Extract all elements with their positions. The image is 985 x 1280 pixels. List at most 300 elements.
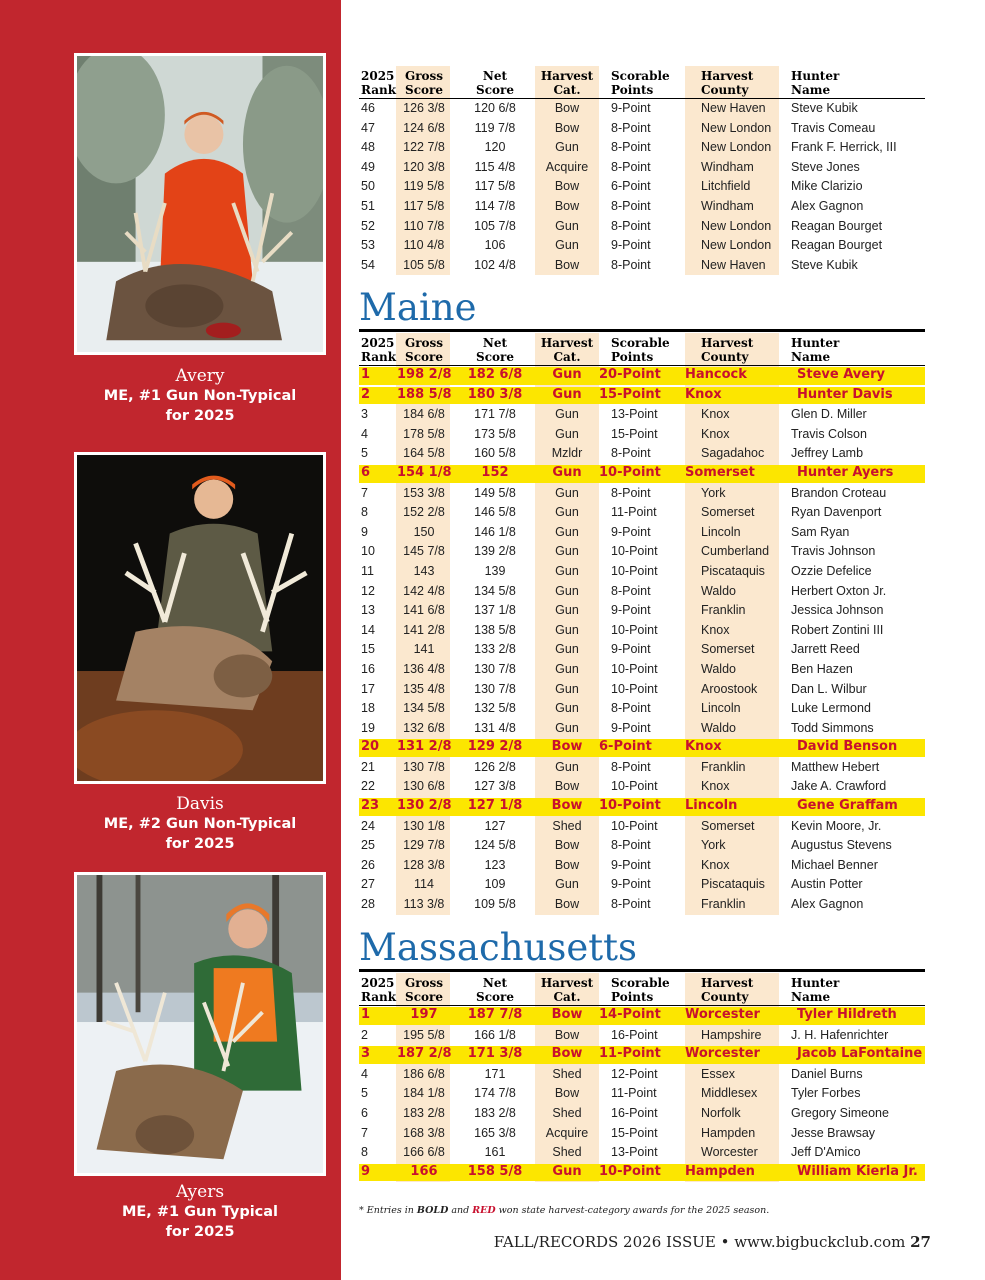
cell-points: 8-Point (611, 583, 651, 598)
table-row (359, 1104, 925, 1124)
cell-rank: 21 (361, 759, 375, 774)
cell-harvest: Gun (555, 140, 579, 155)
cell-points: 16-Point (611, 1105, 658, 1120)
caption-title-line2: for 2025 (165, 1224, 235, 1240)
cell-points: 10-Point (611, 661, 658, 676)
cell-hunter: Herbert Oxton Jr. (791, 583, 887, 598)
cell-county: New London (701, 120, 772, 135)
cell-gross: 166 (410, 1163, 438, 1179)
cell-gross: 130 7/8 (403, 759, 445, 774)
cell-rank: 9 (361, 524, 368, 539)
cell-gross: 197 (410, 1007, 438, 1022)
header-hunter: Hunter Name (791, 976, 840, 1004)
cell-net: 161 (484, 1145, 506, 1160)
cell-hunter: Jesse Brawsay (791, 1125, 876, 1140)
cell-gross: 126 3/8 (403, 101, 445, 115)
cell-harvest: Shed (552, 1145, 582, 1160)
caption-title: ME, #1 Gun Non-Typical (103, 388, 297, 404)
table-row (359, 660, 925, 680)
cell-gross: 195 5/8 (403, 1027, 445, 1042)
cell-net: 105 7/8 (474, 218, 516, 233)
table-row (359, 856, 925, 876)
table-row (359, 699, 925, 719)
cell-rank: 54 (361, 257, 375, 272)
cell-hunter: Steve Avery (797, 367, 885, 382)
cell-county: Hancock (685, 367, 747, 382)
cell-harvest: Bow (554, 120, 580, 135)
cell-gross: 122 7/8 (403, 140, 445, 155)
cell-harvest: Gun (555, 238, 579, 253)
cell-points: 15-Point (611, 426, 658, 441)
cell-harvest: Gun (552, 464, 582, 480)
table-row (359, 138, 925, 158)
caption-title: ME, #1 Gun Typical (121, 1204, 279, 1220)
table-row (359, 503, 925, 523)
cell-rank: 20 (361, 739, 380, 755)
header-county: Harvest County (701, 976, 754, 1004)
cell-gross: 186 6/8 (403, 1066, 445, 1081)
cell-hunter: Brandon Croteau (791, 485, 887, 500)
cell-points: 8-Point (611, 446, 651, 461)
cell-harvest: Gun (555, 642, 579, 657)
cell-net: 146 5/8 (474, 505, 516, 520)
cell-net: 117 5/8 (474, 179, 516, 194)
cell-net: 174 7/8 (474, 1086, 516, 1101)
cell-hunter: Sam Ryan (791, 524, 850, 539)
cell-points: 14-Point (599, 1007, 661, 1022)
footnote-bold: BOLD (416, 1205, 449, 1216)
cell-rank: 5 (361, 1086, 368, 1101)
cell-hunter: Glen D. Miller (791, 407, 867, 422)
cell-gross: 141 (413, 642, 435, 657)
cell-points: 9-Point (611, 524, 651, 539)
cell-gross: 184 1/8 (403, 1086, 445, 1101)
cell-rank: 7 (361, 485, 368, 500)
cell-points: 10-Point (611, 681, 658, 696)
header-points: Scorable Points (611, 336, 670, 364)
cell-county: Knox (701, 857, 730, 872)
cell-points: 8-Point (611, 218, 651, 233)
cell-rank: 48 (361, 140, 375, 155)
cell-hunter: Daniel Burns (791, 1066, 863, 1081)
cell-net: 138 5/8 (474, 622, 516, 637)
cell-rank: 27 (361, 877, 375, 892)
footnote-mid: and (448, 1205, 473, 1216)
cell-gross: 141 2/8 (403, 622, 445, 637)
cell-hunter: Austin Potter (791, 877, 863, 892)
cell-gross: 134 5/8 (403, 701, 445, 716)
state-title-maine: Maine (359, 286, 477, 329)
cell-points: 8-Point (611, 485, 651, 500)
cell-hunter: Jeffrey Lamb (791, 446, 864, 461)
header-county: Harvest County (701, 336, 754, 364)
cell-gross: 168 3/8 (403, 1125, 445, 1140)
caption-davis (74, 794, 326, 854)
cell-gross: 120 3/8 (403, 159, 445, 174)
cell-points: 9-Point (611, 877, 651, 892)
cell-gross: 110 7/8 (403, 218, 445, 233)
cell-county: Somerset (685, 464, 755, 480)
cell-points: 8-Point (611, 159, 651, 174)
cell-points: 9-Point (611, 603, 651, 618)
state-title-massachusetts: Massachusetts (359, 926, 637, 969)
table-row-award (359, 366, 925, 386)
cell-points: 10-Point (599, 464, 661, 480)
table-row (359, 562, 925, 582)
cell-rank: 18 (361, 701, 375, 716)
cell-points: 8-Point (611, 198, 651, 213)
table-header (359, 973, 925, 1006)
cell-harvest: Gun (555, 622, 579, 637)
cell-net: 131 4/8 (474, 720, 516, 735)
cell-net: 165 3/8 (474, 1125, 516, 1140)
cell-harvest: Bow (551, 739, 583, 755)
table-row (359, 836, 925, 856)
cell-county: Lincoln (701, 701, 741, 716)
table-row-award (359, 738, 925, 758)
photo-avery (74, 53, 326, 355)
cell-gross: 105 5/8 (403, 257, 445, 272)
cell-harvest: Gun (552, 1163, 582, 1179)
cell-hunter: Frank F. Herrick, III (791, 140, 897, 155)
cell-harvest: Gun (555, 759, 579, 774)
cell-net: 158 5/8 (467, 1163, 523, 1179)
cell-rank: 11 (361, 563, 374, 578)
cell-county: New London (701, 140, 772, 155)
table-row (359, 875, 925, 895)
cell-county: Knox (701, 426, 730, 441)
cell-rank: 17 (361, 681, 375, 696)
cell-rank: 50 (361, 179, 375, 194)
table-row-award (359, 1163, 925, 1183)
header-net: Net Score (476, 336, 514, 364)
caption-avery (74, 366, 326, 426)
cell-harvest: Gun (555, 426, 579, 441)
caption-title-line2: for 2025 (165, 836, 235, 852)
cell-rank: 1 (361, 1007, 371, 1022)
cell-rank: 9 (361, 1163, 371, 1179)
cell-points: 10-Point (599, 798, 661, 814)
cell-hunter: Matthew Hebert (791, 759, 880, 774)
cell-rank: 6 (361, 1105, 368, 1120)
cell-rank: 49 (361, 159, 375, 174)
footnote (359, 1205, 769, 1216)
header-rank: 2025 Rank (361, 336, 397, 364)
cell-county: York (701, 485, 726, 500)
header-harvest: Harvest Cat. (540, 976, 594, 1004)
cell-county: Somerset (701, 818, 755, 833)
cell-gross: 150 (413, 524, 435, 539)
cell-points: 8-Point (611, 701, 651, 716)
table-row (359, 621, 925, 641)
cell-net: 106 (484, 238, 506, 253)
table-row (359, 1065, 925, 1085)
cell-net: 146 1/8 (474, 524, 516, 539)
cell-gross: 117 5/8 (403, 198, 445, 213)
cell-points: 8-Point (611, 140, 651, 155)
cell-hunter: Travis Johnson (791, 544, 876, 559)
cell-points: 8-Point (611, 838, 651, 853)
table-row (359, 99, 925, 119)
caption-name: Davis (176, 794, 224, 814)
cell-hunter: William Kierla Jr. (797, 1163, 918, 1179)
cell-harvest: Bow (554, 1086, 580, 1101)
cell-harvest: Gun (555, 583, 579, 598)
cell-gross: 135 4/8 (403, 681, 445, 696)
cell-gross: 164 5/8 (403, 446, 445, 461)
cell-net: 120 (484, 140, 506, 155)
cell-gross: 145 7/8 (403, 544, 445, 559)
cell-points: 9-Point (611, 720, 651, 735)
cell-gross: 129 7/8 (403, 838, 445, 853)
header-points: Scorable Points (611, 976, 670, 1004)
cell-rank: 12 (361, 583, 375, 598)
cell-net: 130 7/8 (474, 681, 516, 696)
cell-net: 134 5/8 (474, 583, 516, 598)
cell-net: 127 1/8 (467, 798, 523, 814)
cell-county: Somerset (701, 642, 755, 657)
table-maine (359, 333, 925, 915)
cell-gross: 154 1/8 (397, 464, 452, 480)
table-header (359, 333, 925, 366)
cell-harvest: Bow (554, 857, 580, 872)
cell-county: New Haven (701, 257, 766, 272)
cell-net: 109 (484, 877, 506, 892)
cell-rank: 51 (361, 198, 375, 213)
cell-county: Piscataquis (701, 877, 765, 892)
cell-harvest: Bow (554, 1027, 580, 1042)
header-rank: 2025 Rank (361, 69, 397, 97)
header-gross: Gross Score (404, 69, 444, 97)
section-rule (359, 969, 925, 972)
table-row (359, 640, 925, 660)
cell-county: Norfolk (701, 1105, 741, 1120)
cell-points: 10-Point (611, 818, 658, 833)
cell-county: Knox (701, 622, 730, 637)
cell-hunter: Jessica Johnson (791, 603, 884, 618)
cell-harvest: Shed (552, 818, 582, 833)
cell-hunter: Steve Jones (791, 159, 860, 174)
header-points: Scorable Points (611, 69, 670, 97)
cell-county: Cumberland (701, 544, 770, 559)
cell-hunter: Hunter Ayers (797, 464, 894, 480)
caption-name: Ayers (175, 1182, 225, 1202)
cell-points: 10-Point (611, 544, 658, 559)
cell-hunter: Reagan Bourget (791, 218, 883, 233)
table-row (359, 444, 925, 464)
table-row (359, 197, 925, 217)
footnote-red: RED (472, 1205, 496, 1216)
cell-county: Windham (701, 159, 754, 174)
table-row (359, 217, 925, 237)
cell-net: 124 5/8 (474, 838, 516, 853)
cell-gross: 184 6/8 (403, 407, 445, 422)
cell-hunter: Mike Clarizio (791, 179, 863, 194)
cell-hunter: Gregory Simeone (791, 1105, 889, 1120)
cell-rank: 19 (361, 720, 375, 735)
cell-harvest: Gun (555, 505, 579, 520)
cell-rank: 5 (361, 446, 368, 461)
cell-net: 119 7/8 (474, 120, 516, 135)
cell-harvest: Bow (554, 838, 580, 853)
cell-hunter: Alex Gagnon (791, 897, 864, 912)
cell-harvest: Gun (552, 386, 582, 402)
cell-net: 130 7/8 (474, 661, 516, 676)
cell-hunter: Todd Simmons (791, 720, 874, 735)
cell-net: 139 (484, 563, 506, 578)
table-row (359, 777, 925, 797)
table-row (359, 158, 925, 178)
cell-harvest: Gun (555, 544, 579, 559)
cell-net: 182 6/8 (467, 367, 523, 382)
caption-ayers (74, 1182, 326, 1242)
table-row-award (359, 386, 925, 406)
cell-points: 8-Point (611, 120, 651, 135)
cell-net: 123 (484, 857, 506, 872)
cell-harvest: Gun (552, 367, 582, 382)
cell-harvest: Gun (555, 877, 579, 892)
cell-rank: 4 (361, 1066, 368, 1081)
cell-points: 8-Point (611, 897, 651, 912)
cell-county: Hampden (685, 1163, 755, 1179)
cell-hunter: Luke Lermond (791, 701, 871, 716)
cell-harvest: Gun (555, 485, 579, 500)
cell-points: 13-Point (611, 1145, 658, 1160)
cell-gross: 141 6/8 (403, 603, 445, 618)
cell-points: 11-Point (611, 1086, 657, 1101)
cell-net: 187 7/8 (467, 1007, 523, 1022)
table-row-award (359, 464, 925, 484)
cell-rank: 6 (361, 464, 371, 480)
table-row (359, 1143, 925, 1163)
cell-county: Knox (701, 407, 730, 422)
cell-net: 171 (484, 1066, 506, 1081)
cell-harvest: Bow (554, 179, 580, 194)
cell-points: 12-Point (611, 1066, 658, 1081)
cell-net: 171 7/8 (474, 407, 516, 422)
cell-county: Franklin (701, 897, 746, 912)
cell-rank: 53 (361, 238, 375, 253)
table-header (359, 66, 925, 99)
cell-county: Lincoln (685, 798, 738, 814)
cell-hunter: Tyler Hildreth (797, 1007, 897, 1022)
cell-rank: 23 (361, 798, 380, 814)
cell-hunter: Robert Zontini III (791, 622, 884, 637)
cell-net: 183 2/8 (474, 1105, 516, 1120)
cell-rank: 25 (361, 838, 375, 853)
cell-net: 132 5/8 (474, 701, 516, 716)
cell-points: 9-Point (611, 857, 651, 872)
caption-title-line2: for 2025 (165, 408, 235, 424)
cell-hunter: Jake A. Crawford (791, 779, 887, 794)
cell-rank: 52 (361, 218, 375, 233)
cell-county: Worcester (685, 1007, 760, 1022)
cell-gross: 119 5/8 (403, 179, 445, 194)
cell-rank: 28 (361, 897, 375, 912)
cell-county: Sagadahoc (701, 446, 765, 461)
cell-hunter: Kevin Moore, Jr. (791, 818, 882, 833)
cell-gross: 153 3/8 (403, 485, 445, 500)
cell-gross: 152 2/8 (403, 505, 445, 520)
cell-harvest: Mzldr (551, 446, 583, 461)
cell-harvest: Bow (551, 798, 583, 814)
cell-net: 127 (484, 818, 506, 833)
cell-points: 20-Point (599, 367, 661, 382)
cell-points: 10-Point (611, 779, 658, 794)
cell-rank: 13 (361, 603, 375, 618)
table-row (359, 1084, 925, 1104)
cell-hunter: Augustus Stevens (791, 838, 892, 853)
cell-county: New Haven (701, 101, 766, 115)
cell-hunter: Travis Colson (791, 426, 867, 441)
cell-net: 115 4/8 (474, 159, 516, 174)
cell-gross: 142 4/8 (403, 583, 445, 598)
cell-rank: 24 (361, 818, 375, 833)
cell-harvest: Bow (554, 257, 580, 272)
cell-net: 160 5/8 (474, 446, 516, 461)
cell-county: Knox (701, 779, 730, 794)
cell-net: 137 1/8 (474, 603, 516, 618)
cell-net: 139 2/8 (474, 544, 516, 559)
cell-harvest: Gun (555, 563, 579, 578)
cell-points: 11-Point (599, 1046, 661, 1062)
cell-gross: 130 2/8 (397, 798, 452, 814)
cell-gross: 124 6/8 (403, 120, 445, 135)
cell-gross: 114 (414, 877, 434, 892)
footnote-post: won state harvest-category awards for the 2025 season. (495, 1205, 770, 1216)
table-row (359, 817, 925, 837)
cell-hunter: Ozzie Defelice (791, 563, 872, 578)
photo-ayers (74, 872, 326, 1176)
cell-harvest: Bow (554, 198, 580, 213)
table-row (359, 484, 925, 504)
table-row (359, 523, 925, 543)
cell-rank: 22 (361, 779, 375, 794)
cell-county: Middlesex (701, 1086, 758, 1101)
table-row (359, 542, 925, 562)
cell-county: Franklin (701, 603, 746, 618)
cell-net: 127 3/8 (474, 779, 516, 794)
cell-hunter: Gene Graffam (797, 798, 898, 814)
cell-points: 15-Point (611, 1125, 658, 1140)
cell-gross: 128 3/8 (403, 857, 445, 872)
page-footer (494, 1233, 931, 1251)
cell-net: 152 (481, 464, 509, 480)
cell-rank: 8 (361, 1145, 368, 1160)
cell-harvest: Bow (554, 779, 580, 794)
table-row (359, 601, 925, 621)
table-row (359, 177, 925, 197)
cell-harvest: Gun (555, 701, 579, 716)
footer-text: FALL/RECORDS 2026 ISSUE • www.bigbuckclub.com (493, 1233, 906, 1251)
cell-harvest: Gun (555, 681, 579, 696)
cell-harvest: Bow (551, 1007, 583, 1022)
cell-harvest: Acquire (545, 159, 589, 174)
cell-hunter: Jeff D'Amico (791, 1145, 861, 1160)
cell-rank: 16 (361, 661, 375, 676)
cell-hunter: Steve Kubik (791, 101, 858, 115)
cell-points: 6-Point (599, 739, 652, 755)
cell-hunter: Steve Kubik (791, 257, 858, 272)
cell-points: 16-Point (611, 1027, 658, 1042)
table-row (359, 119, 925, 139)
table-row (359, 582, 925, 602)
cell-net: 120 6/8 (474, 101, 516, 115)
cell-hunter: Hunter Davis (797, 386, 893, 402)
cell-harvest: Acquire (545, 1125, 589, 1140)
cell-points: 9-Point (611, 238, 651, 253)
table-row (359, 256, 925, 276)
